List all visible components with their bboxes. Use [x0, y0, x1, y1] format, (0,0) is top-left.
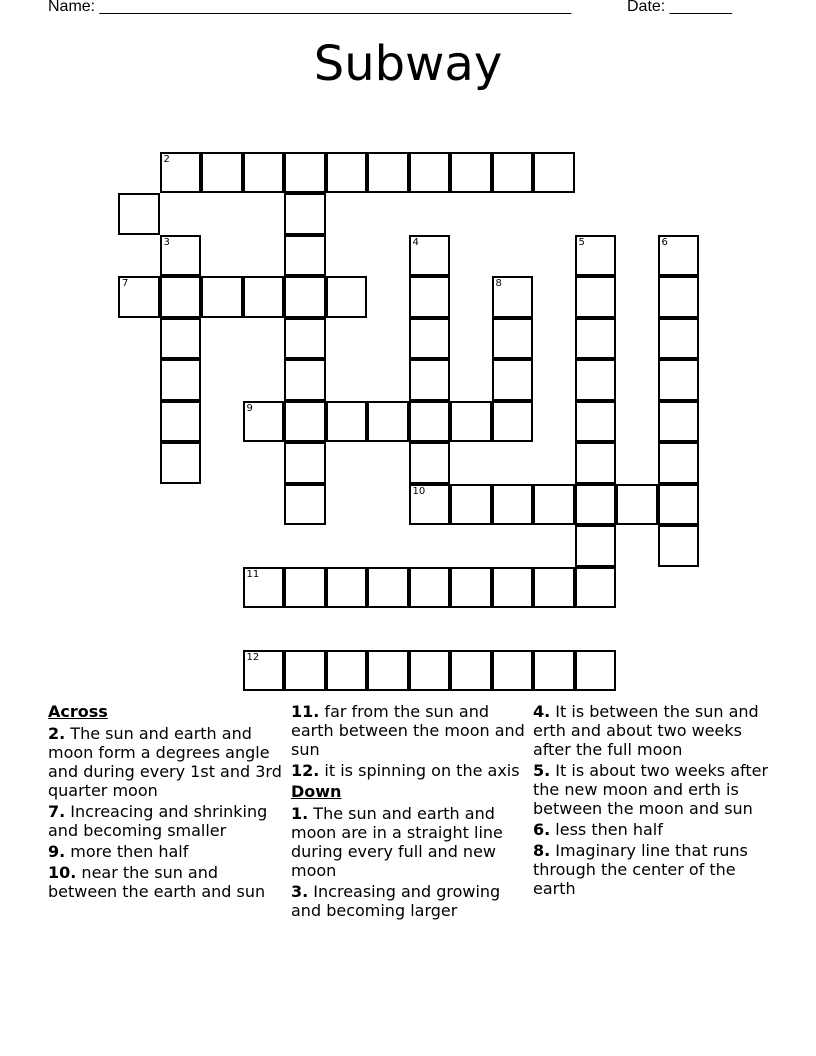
grid-cell[interactable]: [409, 401, 451, 443]
grid-cell[interactable]: [326, 650, 368, 692]
grid-cell[interactable]: [575, 650, 617, 692]
clue-number: 7: [122, 278, 129, 289]
grid-cell[interactable]: [492, 359, 534, 401]
grid-cell[interactable]: [201, 276, 243, 318]
clue-number: 6: [661, 236, 668, 248]
grid-cell[interactable]: [450, 650, 492, 692]
grid-cell[interactable]: [492, 276, 534, 318]
grid-cell[interactable]: [409, 359, 451, 401]
grid-cell[interactable]: [409, 484, 451, 526]
grid-cell[interactable]: [326, 567, 368, 609]
grid-cell[interactable]: [243, 650, 285, 692]
grid-cell[interactable]: [284, 152, 326, 194]
down-heading: Down: [291, 782, 342, 801]
clue-number: 9: [246, 402, 253, 414]
clue-number: 10: [412, 485, 426, 497]
grid-cell[interactable]: [284, 401, 326, 443]
grid-cell[interactable]: [575, 567, 617, 609]
grid-cell[interactable]: [284, 359, 326, 401]
grid-cell[interactable]: [658, 276, 700, 318]
name-blank[interactable]: _____________________________________________________: [99, 0, 572, 15]
grid-cell[interactable]: [326, 276, 368, 318]
grid-cell[interactable]: [492, 567, 534, 609]
grid-cell[interactable]: [658, 359, 700, 401]
grid-cell[interactable]: [575, 276, 617, 318]
grid-cell[interactable]: [492, 152, 534, 194]
clue-number: 2: [163, 153, 170, 165]
across-heading: Across: [48, 702, 108, 721]
clue-across-9: 9. more then half: [48, 842, 189, 861]
grid-cell[interactable]: [367, 152, 409, 194]
grid-cell[interactable]: [533, 484, 575, 526]
clue-down-3: 3. Increasing and growing and becoming larger: [291, 882, 501, 920]
grid-cell[interactable]: [492, 318, 534, 360]
clue-number: 11: [246, 568, 260, 580]
clue-number: 8: [495, 278, 502, 289]
grid-cell[interactable]: [658, 318, 700, 360]
grid-cell[interactable]: [160, 359, 202, 401]
grid-cell[interactable]: [160, 276, 202, 318]
grid-cell[interactable]: [243, 152, 285, 194]
grid-cell[interactable]: [658, 235, 700, 277]
grid-cell[interactable]: [575, 484, 617, 526]
grid-cell[interactable]: [575, 442, 617, 484]
grid-cell[interactable]: [409, 152, 451, 194]
grid-cell[interactable]: [284, 484, 326, 526]
clue-down-4: 4. It is between the sun and erth and about two weeks after the full moon: [533, 702, 759, 759]
grid-cell[interactable]: [492, 401, 534, 443]
clue-down-8: 8. Imaginary line that runs through the center of the earth: [533, 841, 748, 898]
grid-cell[interactable]: [575, 318, 617, 360]
grid-cell[interactable]: [575, 359, 617, 401]
clues-column-1: [48, 702, 284, 903]
clue-across-2: 2. The sun and earth and moon form a degrees angle and during every 1st and 3rd quarter moon: [48, 724, 282, 800]
grid-cell[interactable]: [575, 401, 617, 443]
grid-cell[interactable]: [533, 567, 575, 609]
grid-cell[interactable]: [160, 401, 202, 443]
grid-cell[interactable]: [367, 567, 409, 609]
grid-cell[interactable]: [409, 318, 451, 360]
grid-cell[interactable]: [160, 442, 202, 484]
grid-cell[interactable]: [492, 650, 534, 692]
grid-cell[interactable]: [409, 650, 451, 692]
clue-down-6: 6. less then half: [533, 820, 663, 839]
grid-cell[interactable]: [118, 193, 160, 235]
grid-cell[interactable]: [284, 276, 326, 318]
grid-cell[interactable]: [284, 235, 326, 277]
clue-down-1: 1. The sun and earth and moon are in a straight line during every full and new moon: [291, 804, 503, 880]
grid-cell[interactable]: [243, 276, 285, 318]
grid-cell[interactable]: [160, 318, 202, 360]
clue-number: 12: [246, 651, 260, 663]
grid-cell[interactable]: [243, 567, 285, 609]
clue-number: 5: [578, 236, 585, 248]
grid-cell[interactable]: [450, 567, 492, 609]
clue-across-7: 7. Increacing and shrinking and becoming smaller: [48, 802, 268, 840]
grid-cell[interactable]: [492, 484, 534, 526]
grid-cell[interactable]: [367, 650, 409, 692]
name-label: Name:: [48, 0, 100, 15]
grid-cell[interactable]: [409, 567, 451, 609]
grid-cell[interactable]: [284, 442, 326, 484]
grid-cell[interactable]: [450, 152, 492, 194]
grid-cell[interactable]: [575, 235, 617, 277]
grid-cell[interactable]: [118, 276, 160, 318]
grid-cell[interactable]: [243, 401, 285, 443]
grid-cell[interactable]: [409, 235, 451, 277]
grid-cell[interactable]: [450, 401, 492, 443]
grid-cell[interactable]: [658, 442, 700, 484]
grid-cell[interactable]: [326, 152, 368, 194]
grid-cell[interactable]: [409, 276, 451, 318]
grid-cell[interactable]: [326, 401, 368, 443]
date-blank[interactable]: _______: [669, 0, 732, 15]
grid-cell[interactable]: [160, 235, 202, 277]
grid-cell[interactable]: [284, 193, 326, 235]
page-title: Subway: [313, 36, 503, 92]
grid-cell[interactable]: [284, 567, 326, 609]
clues-column-3: [533, 702, 769, 900]
grid-cell[interactable]: [616, 484, 658, 526]
clue-number: 3: [163, 236, 170, 248]
grid-cell[interactable]: [284, 318, 326, 360]
grid-cell[interactable]: [367, 401, 409, 443]
grid-cell[interactable]: [409, 442, 451, 484]
clue-across-12: 12. it is spinning on the axis: [291, 761, 520, 780]
grid-cell[interactable]: [658, 525, 700, 567]
grid-cell[interactable]: [533, 152, 575, 194]
clue-across-11: 11. far from the sun and earth between the moon and sun: [291, 702, 525, 759]
grid-cell[interactable]: [658, 484, 700, 526]
grid-cell[interactable]: [658, 401, 700, 443]
clue-across-10: 10. near the sun and between the earth and sun: [48, 863, 266, 901]
grid-cell[interactable]: [160, 152, 202, 194]
date-label: Date:: [627, 0, 670, 15]
grid-cell[interactable]: [201, 152, 243, 194]
clue-number: 4: [412, 236, 419, 248]
grid-cell[interactable]: [450, 484, 492, 526]
grid-cell[interactable]: [533, 650, 575, 692]
clues-column-2: [291, 702, 527, 922]
clue-down-5: 5. It is about two weeks after the new moon and erth is between the moon and sun: [533, 761, 769, 818]
grid-cell[interactable]: [284, 650, 326, 692]
grid-cell[interactable]: [575, 525, 617, 567]
